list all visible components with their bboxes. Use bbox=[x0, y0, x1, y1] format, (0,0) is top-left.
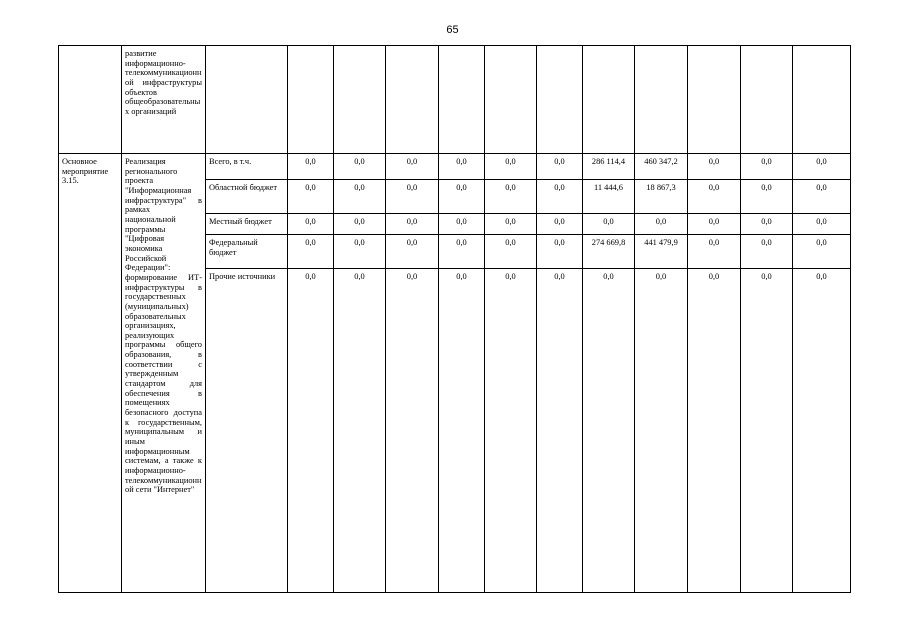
value-cell: 0,0 bbox=[793, 154, 851, 180]
value-cell: 0,0 bbox=[741, 180, 793, 214]
value-cell: 0,0 bbox=[334, 214, 386, 235]
value-cell: 0,0 bbox=[485, 154, 537, 180]
source-label: Федеральный бюджет bbox=[206, 235, 288, 269]
source-label: Прочие источники bbox=[206, 269, 288, 593]
source-label: Областной бюджет bbox=[206, 180, 288, 214]
value-cell: 0,0 bbox=[793, 269, 851, 593]
value-cell: 0,0 bbox=[583, 269, 635, 593]
value-cell: 0,0 bbox=[439, 269, 485, 593]
activity-description: Реализация регионального проекта "Информационная инфраструктура" в рамках национальной программы "Цифровая экономика Российской Федерации": формирование ИТ-инфраструктуры в государственных (муниципальных) образовательных организациях, реализующих программы общего образования, в соответствии с утвержденным стандартом для обеспечения в помещениях безопасного доступа к государственным, муниципальным и иным информационным системам, а также к информационно-телекоммуникационной сети "Интернет" bbox=[122, 154, 206, 593]
value-cell: 0,0 bbox=[485, 269, 537, 593]
value-cell: 0,0 bbox=[485, 180, 537, 214]
value-cell: 286 114,4 bbox=[583, 154, 635, 180]
value-cell: 0,0 bbox=[334, 180, 386, 214]
value-cell: 18 867,3 bbox=[635, 180, 688, 214]
value-cell: 0,0 bbox=[537, 214, 583, 235]
value-cell: 0,0 bbox=[439, 235, 485, 269]
value-cell: 0,0 bbox=[334, 235, 386, 269]
value-cell: 0,0 bbox=[386, 154, 439, 180]
continuation-text: развитие информационно-телекоммуникационной инфраструктуры объектов общеобразовательных организаций bbox=[122, 46, 206, 154]
funding-table bbox=[58, 45, 851, 593]
value-cell: 0,0 bbox=[688, 235, 741, 269]
value-cell: 0,0 bbox=[288, 235, 334, 269]
value-cell: 0,0 bbox=[439, 154, 485, 180]
value-cell: 0,0 bbox=[386, 269, 439, 593]
value-cell: 0,0 bbox=[583, 214, 635, 235]
value-cell: 0,0 bbox=[485, 235, 537, 269]
value-cell: 0,0 bbox=[741, 154, 793, 180]
value-cell: 0,0 bbox=[439, 214, 485, 235]
value-cell: 0,0 bbox=[386, 180, 439, 214]
value-cell: 0,0 bbox=[635, 269, 688, 593]
value-cell: 0,0 bbox=[635, 214, 688, 235]
value-cell: 0,0 bbox=[386, 235, 439, 269]
value-cell: 0,0 bbox=[688, 269, 741, 593]
value-cell: 0,0 bbox=[334, 269, 386, 593]
value-cell: 0,0 bbox=[793, 235, 851, 269]
value-cell: 0,0 bbox=[537, 154, 583, 180]
value-cell: 0,0 bbox=[793, 214, 851, 235]
value-cell: 0,0 bbox=[741, 269, 793, 593]
source-label: Всего, в т.ч. bbox=[206, 154, 288, 180]
value-cell: 0,0 bbox=[439, 180, 485, 214]
value-cell: 0,0 bbox=[288, 214, 334, 235]
value-cell: 441 479,9 bbox=[635, 235, 688, 269]
value-cell: 0,0 bbox=[288, 269, 334, 593]
value-cell: 460 347,2 bbox=[635, 154, 688, 180]
page-number: 65 bbox=[446, 24, 459, 36]
value-cell: 0,0 bbox=[741, 235, 793, 269]
continuation-row bbox=[59, 46, 851, 154]
value-cell: 0,0 bbox=[688, 214, 741, 235]
table-row bbox=[59, 154, 851, 180]
source-label: Местный бюджет bbox=[206, 214, 288, 235]
value-cell: 0,0 bbox=[537, 180, 583, 214]
value-cell: 0,0 bbox=[688, 180, 741, 214]
value-cell: 274 669,8 bbox=[583, 235, 635, 269]
value-cell: 0,0 bbox=[537, 235, 583, 269]
value-cell: 11 444,6 bbox=[583, 180, 635, 214]
value-cell: 0,0 bbox=[688, 154, 741, 180]
value-cell: 0,0 bbox=[386, 214, 439, 235]
value-cell: 0,0 bbox=[793, 180, 851, 214]
value-cell: 0,0 bbox=[288, 180, 334, 214]
value-cell: 0,0 bbox=[334, 154, 386, 180]
value-cell: 0,0 bbox=[485, 214, 537, 235]
value-cell: 0,0 bbox=[741, 214, 793, 235]
value-cell: 0,0 bbox=[288, 154, 334, 180]
value-cell: 0,0 bbox=[537, 269, 583, 593]
activity-name: Основное мероприятие 3.15. bbox=[59, 154, 122, 593]
